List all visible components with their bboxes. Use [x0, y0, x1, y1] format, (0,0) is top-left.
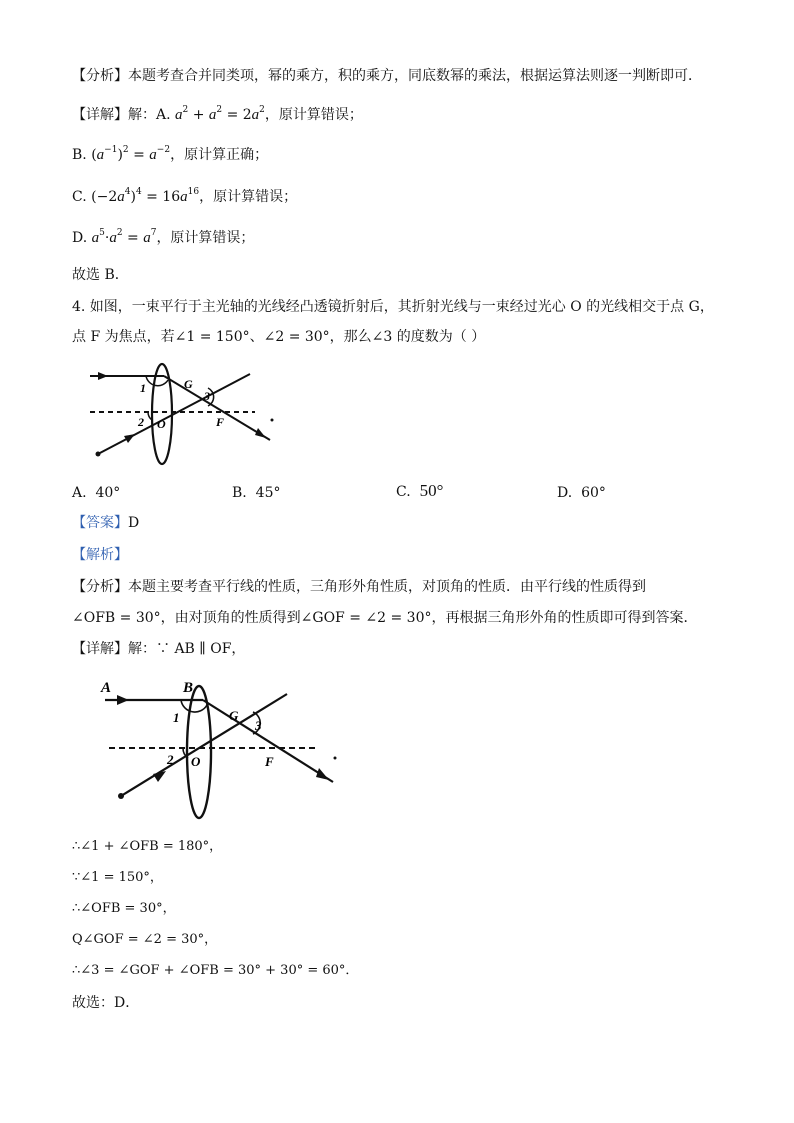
detail2-line: [72, 640, 245, 658]
fig1-label-2: 2: [138, 415, 144, 429]
option-b-label: B.: [72, 147, 87, 163]
formula-b: $(a^{-1})^2 = a^{-2}$: [91, 145, 171, 163]
fig2-label-F: F: [265, 754, 274, 769]
fig1-label-G: G: [184, 377, 193, 391]
option-c-label: C.: [72, 189, 87, 205]
fig1-label-1: 1: [140, 381, 146, 395]
question-line-2: 点 F 为焦点，若∠1 = 150°、∠2 = 30°，那么∠3 的度数为（ ）: [72, 329, 486, 345]
choice-d-label: D.: [557, 485, 573, 501]
option-d-label: D.: [72, 230, 88, 246]
fig2-label-3: 3: [255, 718, 262, 733]
choice-b-value: 45°: [255, 485, 281, 501]
fig2-label-1: 1: [173, 710, 180, 725]
choice-a-value: 40°: [95, 485, 121, 501]
fig2-label-A: A: [101, 680, 112, 696]
detail-line-a: [72, 106, 363, 124]
lens-figure-question: [80, 362, 290, 472]
analysis-text: 本题考查合并同类项，幂的乘方，积的乘方，同底数幂的乘法，根据运算法则逐一判断即可．: [128, 68, 702, 84]
detail-d-tail: ，原计算错误；: [156, 230, 255, 246]
choice-a-label: A.: [72, 485, 87, 501]
detail-line-b: [72, 146, 268, 164]
analysis2-line-1: [72, 578, 646, 596]
detail2-tag: 【详解】: [72, 641, 128, 657]
step-4: Q∠GOF = ∠2 = 30°，: [72, 932, 218, 947]
fig2-label-O: O: [191, 754, 201, 769]
detail-b-tail: ，原计算正确；: [170, 147, 269, 163]
analysis2-line-2: ∠OFB = 30°，由对顶角的性质得到∠GOF = ∠2 = 30°，再根据三角形外角的性质即可得到答案．: [72, 610, 698, 626]
detail-line-c: [72, 188, 297, 206]
detail2-text: 解：∵ AB ∥ OF，: [128, 641, 246, 657]
lens-figure-solution: [95, 672, 355, 822]
analysis2-text-1: 本题主要考查平行线的性质，三角形外角性质，对顶角的性质．由平行线的性质得到: [128, 579, 646, 595]
fig2-label-B: B: [183, 680, 194, 696]
answer-tag: 【答案】: [72, 515, 128, 531]
formula-d: $a^5\cdot a^2 = a^7$: [91, 228, 157, 246]
fig1-label-F: F: [216, 415, 225, 429]
step-1: ∴∠1 + ∠OFB = 180°，: [72, 839, 223, 854]
analysis-line: [72, 67, 702, 85]
choice-b-label: B.: [232, 485, 247, 501]
formula-a: $a^2 + a^2 = 2a^2$: [175, 105, 265, 123]
detail-c-tail: ，原计算错误；: [199, 189, 298, 205]
analysis-tag: 【分析】: [72, 68, 128, 84]
choice-d: [557, 484, 606, 502]
step-2: ∵∠1 = 150°，: [72, 870, 163, 885]
choice-c-value: 50°: [419, 481, 444, 500]
fig1-label-3: 3: [204, 389, 210, 403]
fig2-label-G: G: [229, 708, 239, 723]
answer-line: [72, 514, 139, 532]
conclusion-2: 故选：D．: [72, 995, 140, 1011]
choice-d-value: 60°: [581, 485, 606, 501]
jiexi-tag: 【解析】: [72, 547, 128, 563]
analysis2-tag: 【分析】: [72, 579, 128, 595]
choice-a: [72, 484, 120, 502]
detail-prefix: 解：A.: [128, 107, 171, 123]
step-3: ∴∠OFB = 30°，: [72, 901, 176, 916]
step-5: ∴∠3 = ∠GOF + ∠OFB = 30° + 30° = 60°．: [72, 963, 359, 978]
fig1-label-O: O: [157, 417, 166, 431]
question-line-1: 4. 如图，一束平行于主光轴的光线经凸透镜折射后，其折射光线与一束经过光心 O 的光线相交于点 G，: [72, 299, 714, 315]
detail-line-d: [72, 229, 254, 247]
detail-tag: 【详解】: [72, 107, 128, 123]
choice-c: [396, 482, 443, 501]
answer-value: D: [128, 515, 140, 531]
conclusion-1: 故选 B．: [72, 267, 129, 283]
fig2-label-2: 2: [167, 752, 174, 767]
detail-a-tail: ，原计算错误；: [264, 107, 363, 123]
choice-c-label: C.: [396, 484, 411, 500]
formula-c: $(-2a^4)^4 = 16a^{16}$: [91, 187, 200, 205]
choice-b: [232, 484, 280, 502]
